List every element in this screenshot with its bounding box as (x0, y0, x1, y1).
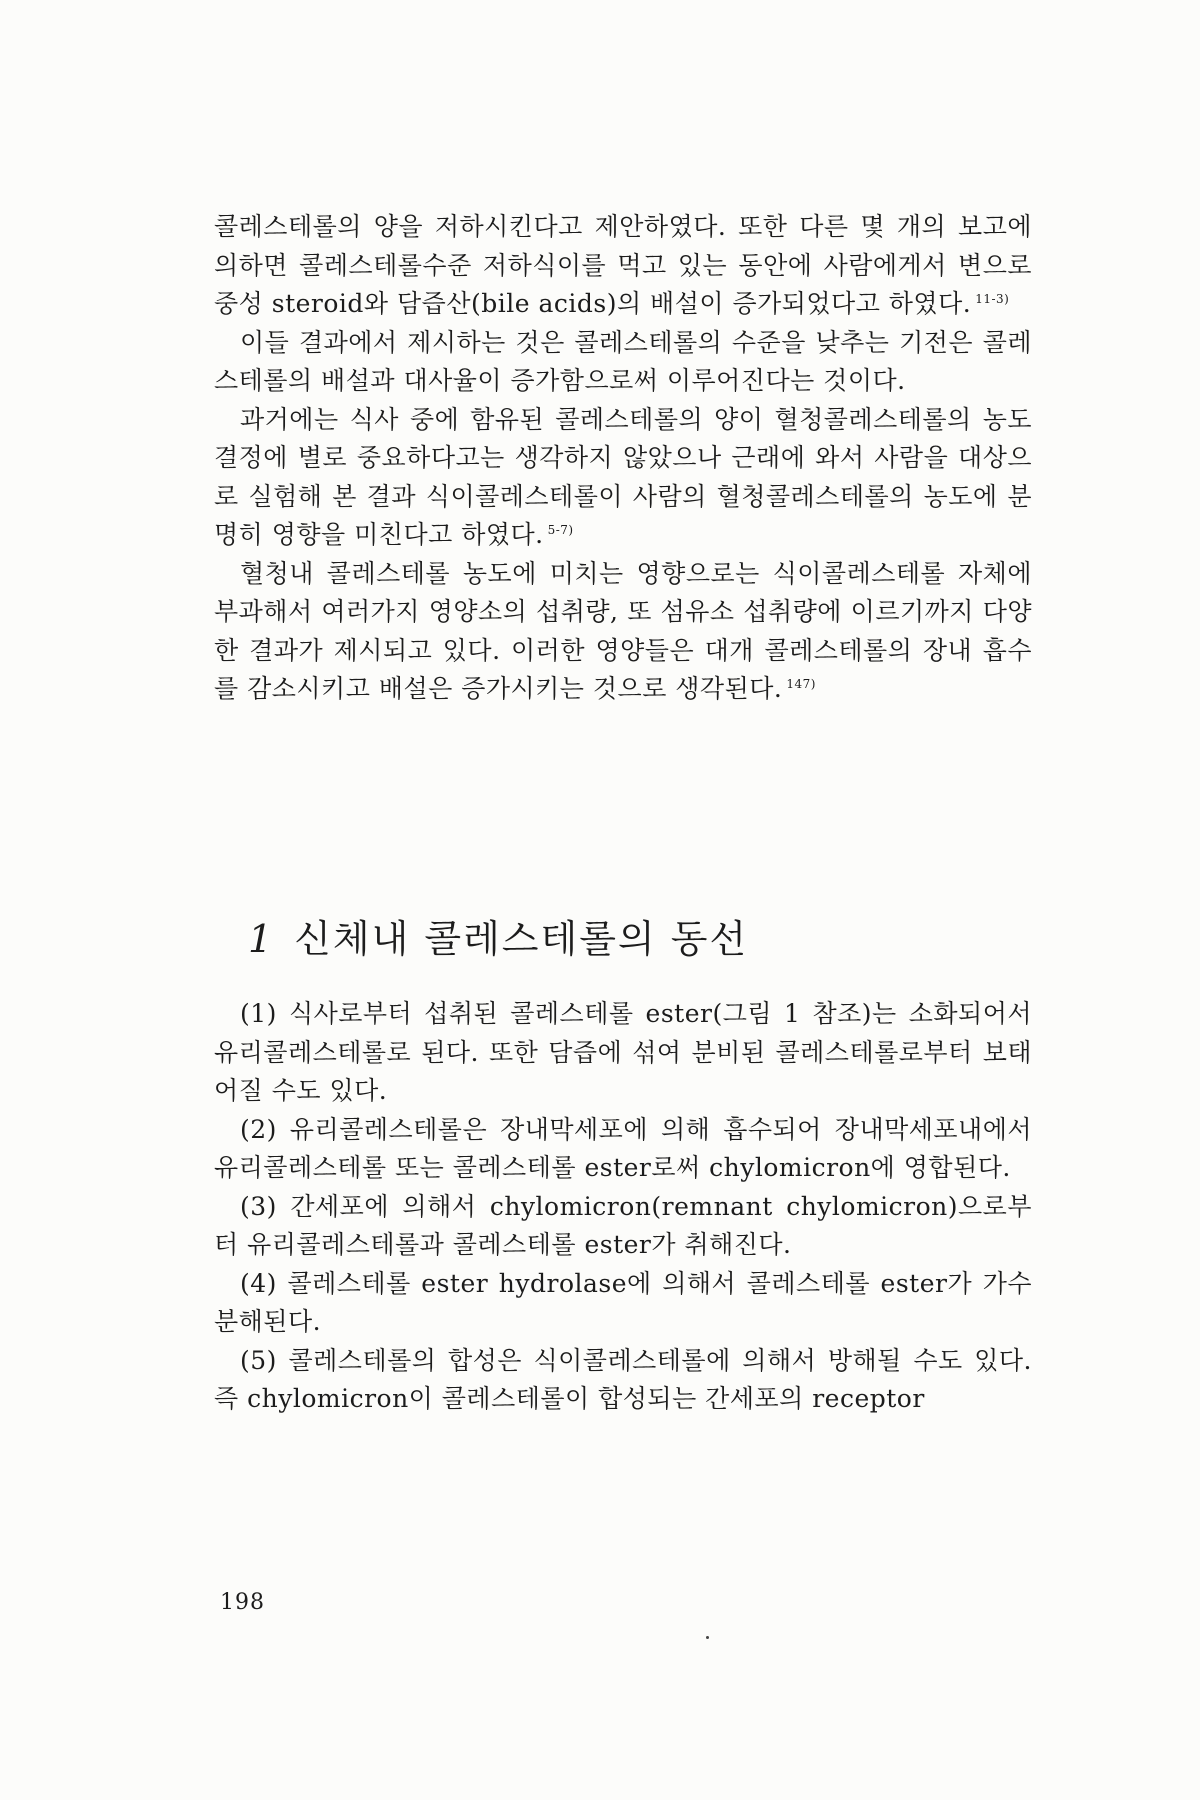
section-number: 1 (248, 917, 275, 961)
list-item: (1) 식사로부터 섭취된 콜레스테롤 ester(그림 1 참조)는 소화되어서 유리콜레스테롤로 된다. 또한 담즙에 섞여 분비된 콜레스테롤로부터 보태어질 수도 있다. (214, 999, 1032, 1105)
list-item: (2) 유리콜레스테롤은 장내막세포에 의해 흡수되어 장내막세포내에서 유리콜레스테롤 또는 콜레스테롤 ester로써 chylomicron에 영합된다. (214, 1114, 1032, 1182)
section-title: 신체내 콜레스테롤의 동선 (294, 917, 749, 961)
list-item: (5) 콜레스테롤의 합성은 식이콜레스테롤에 의해서 방해될 수도 있다. 즉 chylomicron이 콜레스테롤이 합성되는 간세포의 receptor (214, 1345, 1032, 1413)
reference-superscript: 11-3) (975, 292, 1010, 306)
scan-speck (706, 1636, 709, 1639)
section-heading (248, 908, 748, 963)
reference-superscript: 147) (786, 677, 816, 691)
list-item: (4) 콜레스테롤 ester hydrolase에 의해서 콜레스테롤 ester가 가수분해된다. (214, 1268, 1032, 1336)
reference-superscript: 5-7) (547, 523, 574, 537)
body-text (214, 208, 1032, 709)
paragraph: 콜레스테롤의 양을 저하시킨다고 제안하였다. 또한 다른 몇 개의 보고에 의하면 콜레스테롤수준 저하식이를 먹고 있는 동안에 사람에게서 변으로 중성 steroid와 담즙산(bile acids)의 배설이 증가되었다고 하였다. $^{11-3)}$ (214, 212, 1032, 318)
page-number: 198 (220, 1590, 265, 1615)
paragraph: 과거에는 식사 중에 함유된 콜레스테롤의 양이 혈청콜레스테롤의 농도 결정에 별로 중요하다고는 생각하지 않았으나 근래에 와서 사람을 대상으로 실험해 본 결과 식이콜레스테롤이 사람의 혈청콜레스테롤의 농도에 분명히 영향을 미친다고 하였다. $^{5-7)}$ (214, 404, 1032, 549)
list-item: (3) 간세포에 의해서 chylomicron(remnant chylomicron)으로부터 유리콜레스테롤과 콜레스테롤 ester가 취해진다. (214, 1191, 1032, 1259)
paragraph: 이들 결과에서 제시하는 것은 콜레스테롤의 수준을 낮추는 기전은 콜레스테롤의 배설과 대사율이 증가함으로써 이루어진다는 것이다. (214, 327, 1032, 395)
paragraph: 혈청내 콜레스테롤 농도에 미치는 영향으로는 식이콜레스테롤 자체에 부과해서 여러가지 영양소의 섭취량, 또 섬유소 섭취량에 이르기까지 다양한 결과가 제시되고 있다. 이러한 영양들은 대개 콜레스테롤의 장내 흡수를 감소시키고 배설은 증가시키는 것으로 생각된다. $^{147)}$ (214, 558, 1032, 703)
numbered-list (214, 995, 1032, 1419)
